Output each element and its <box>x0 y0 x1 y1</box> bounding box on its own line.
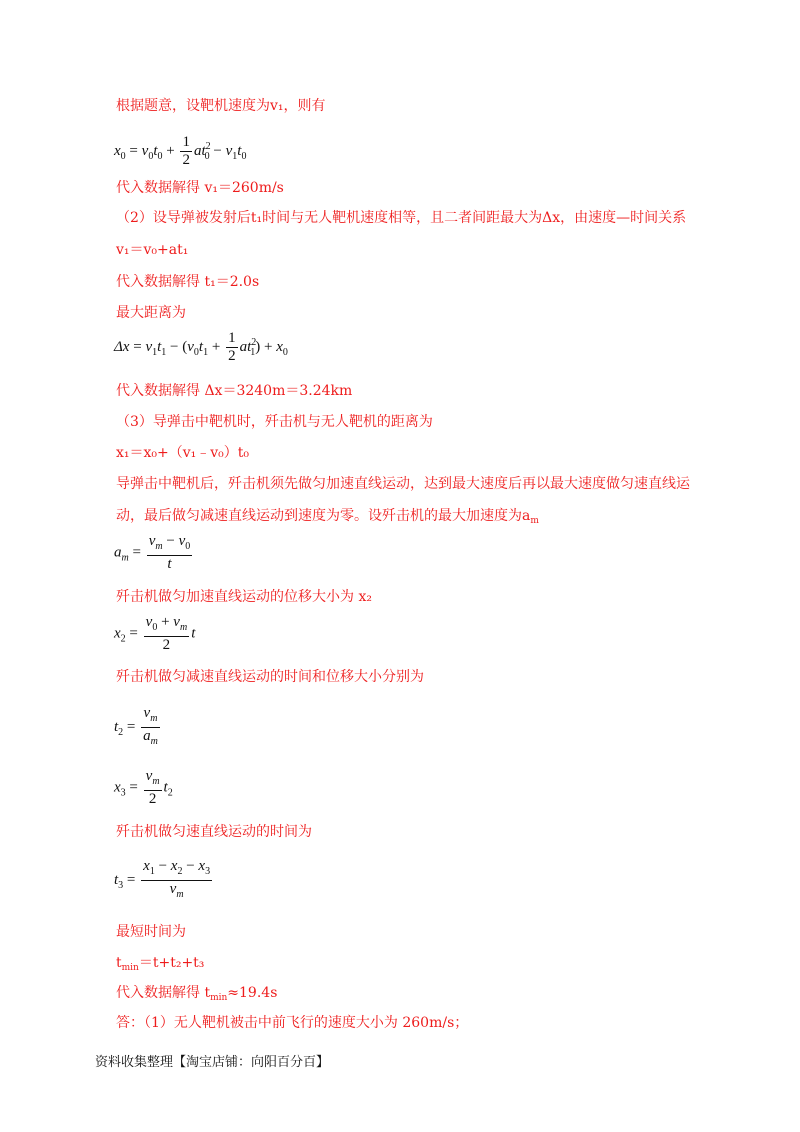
text-line-12: 歼击机做匀加速直线运动的位移大小为 x₂ <box>116 589 372 605</box>
text-line-9: x₁＝x₀+（v₁﹣v₀）t₀ <box>116 445 250 461</box>
equation-x3: $x_3$ = $\frac{v_m}{2}$ $t_2$ <box>114 768 173 807</box>
text-line-16 <box>116 953 204 978</box>
equation-x2: $x_2$ = $\frac{v_0 + v_m}{2}$ t <box>114 614 196 653</box>
text-line-4: v₁＝v₀+at₁ <box>116 242 189 258</box>
text-line-11-sub: m <box>530 516 539 526</box>
equation-t2: $t_2$ = $\frac{v_m}{a_m}$ <box>114 705 158 747</box>
text-line-13: 歼击机做匀减速直线运动的时间和位移大小分别为 <box>116 669 424 685</box>
text-line-16-sub: min <box>121 963 139 973</box>
text-line-16-rest: ＝t+t₂+t₃ <box>138 955 205 971</box>
text-line-17 <box>116 983 277 1008</box>
text-line-8: （3）导弹击中靶机时，歼击机与无人靶机的距离为 <box>116 414 433 430</box>
text-line-16-t: t <box>116 955 122 971</box>
text-line-17-main: 代入数据解得 t <box>116 985 211 1001</box>
text-line-7: 代入数据解得 Δx＝3240m＝3.24km <box>116 383 353 399</box>
equation-x0: $x_0 = v_0t_0$ + $\frac{1}{2}$ $at^2_0 - v_1t_0$ <box>114 134 247 168</box>
text-line-11 <box>116 506 539 531</box>
equation-am: $a_m$ = $\frac{v_m - v_0}{t}$ <box>114 533 191 572</box>
text-line-15: 最短时间为 <box>116 924 186 940</box>
text-line-17-rest: ≈19.4s <box>227 985 278 1001</box>
text-line-17-sub: min <box>210 993 228 1003</box>
text-line-6: 最大距离为 <box>116 305 186 321</box>
text-line-18: 答：（1）无人靶机被击中前飞行的速度大小为 260m/s； <box>116 1015 469 1031</box>
text-line-3: （2）设导弹被发射后t₁时间与无人靶机速度相等，且二者间距最大为Δx，由速度—时间关系 <box>116 210 687 226</box>
equation-t3: $t_3$ = $\frac{x_1 - x_2 - x_3}{v_m}$ <box>114 858 211 900</box>
text-line-11-main: 动，最后做匀减速直线运动到速度为零。设歼击机的最大加速度为a <box>116 508 531 524</box>
text-line-14: 歼击机做匀速直线运动的时间为 <box>116 824 312 840</box>
text-line-1: 根据题意，设靶机速度为v₁，则有 <box>116 98 326 114</box>
text-line-5: 代入数据解得 t₁＝2.0s <box>116 274 260 290</box>
text-line-2: 代入数据解得 v₁＝260m/s <box>116 180 284 196</box>
equation-delta-x: $\Delta x = v_1t_1 - (v_0t_1$ + $\frac{1}{2}$ $at^2_1) + x_0$ <box>114 330 288 364</box>
text-line-10: 导弹击中靶机后，歼击机须先做匀加速直线运动，达到最大速度后再以最大速度做匀速直线运 <box>116 476 690 492</box>
footer-source: 资料收集整理【淘宝店铺：向阳百分百】 <box>95 1055 330 1070</box>
